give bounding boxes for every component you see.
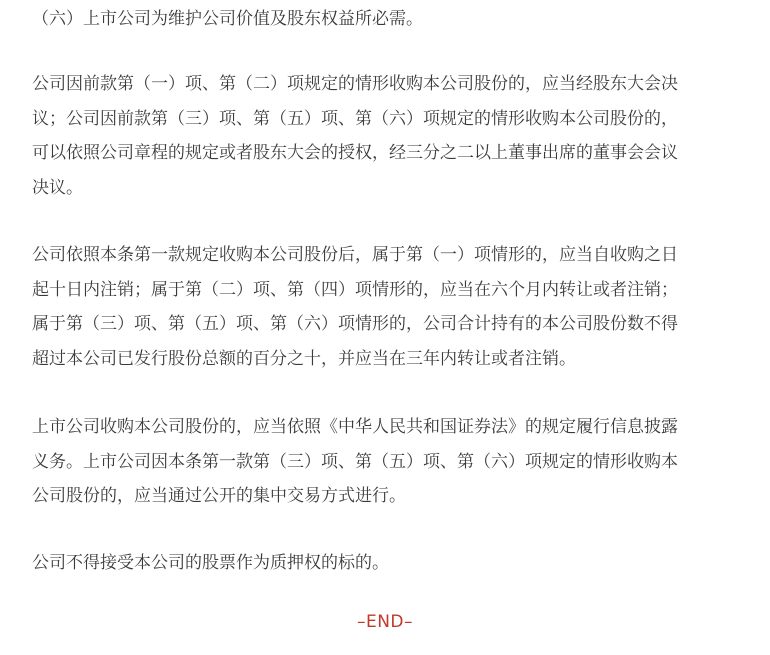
paragraph-board-resolution <box>32 67 742 205</box>
text-line: 公司不得接受本公司的股票作为质押权的标的。 <box>32 553 389 573</box>
paragraph-cancellation-rules <box>32 238 742 376</box>
text-line: 公司因前款第（一）项、第（二）项规定的情形收购本公司股份的，应当经股东大会决 <box>32 74 678 94</box>
text-line: 上市公司收购本公司股份的，应当依照《中华人民共和国证券法》的规定履行信息披露 <box>32 417 678 437</box>
text-line: 起十日内注销；属于第（二）项、第（四）项情形的，应当在六个月内转让或者注销； <box>32 279 678 300</box>
text-line: 公司依照本条第一款规定收购本公司股份后，属于第（一）项情形的，应当自收购之日 <box>32 245 678 265</box>
text-line: 公司股份的，应当通过公开的集中交易方式进行。 <box>32 486 406 506</box>
paragraph-disclosure-obligation <box>32 410 742 514</box>
text-line: 议；公司因前款第（三）项、第（五）项、第（六）项规定的情形收购本公司股份的， <box>32 108 678 129</box>
text-line: 义务。上市公司因本条第一款第（三）项、第（五）项、第（六）项规定的情形收购本 <box>32 451 678 472</box>
text-line: （六）上市公司为维护公司价值及股东权益所必需。 <box>32 9 423 29</box>
text-line: 超过本公司已发行股份总额的百分之十，并应当在三年内转让或者注销。 <box>32 348 576 369</box>
text-line: 属于第（三）项、第（五）项、第（六）项情形的，公司合计持有的本公司股份数不得 <box>32 314 678 334</box>
paragraph-pledge-restriction <box>32 546 742 581</box>
text-line: 可以依照公司章程的规定或者股东大会的授权，经三分之二以上董事出席的董事会会议 <box>32 143 678 163</box>
text-line: 决议。 <box>32 177 83 198</box>
paragraph-item-six <box>32 2 742 37</box>
end-marker: –END– <box>356 612 414 632</box>
